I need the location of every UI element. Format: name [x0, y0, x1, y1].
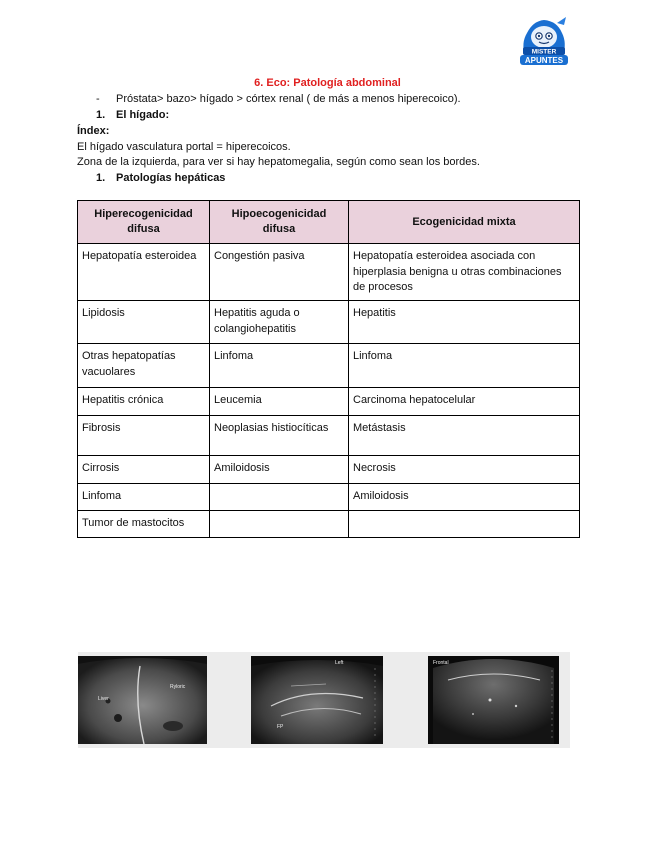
- table-cell: Cirrosis: [78, 456, 210, 484]
- table-cell: Amiloidosis: [210, 456, 349, 484]
- table-cell: Hepatitis crónica: [78, 388, 210, 416]
- header-ecogenicidad-mixta: Ecogenicidad mixta: [349, 201, 580, 244]
- index-label: Índex:: [77, 125, 110, 137]
- table-cell: Carcinoma hepatocelular: [349, 388, 580, 416]
- ultrasound-image-3: [428, 656, 559, 744]
- table-cell: Leucemia: [210, 388, 349, 416]
- table-cell: Neoplasias histiocíticas: [210, 416, 349, 456]
- table-header-row: [78, 201, 580, 244]
- img3-label-frontal: Frontal: [433, 660, 449, 666]
- table-cell: [349, 511, 580, 538]
- table-cell: Tumor de mastocitos: [78, 511, 210, 538]
- table-cell: Linfoma: [349, 344, 580, 388]
- table-cell: Hepatopatía esteroidea: [78, 244, 210, 301]
- ultrasound-image-1: [78, 656, 207, 744]
- table-cell: [210, 511, 349, 538]
- table-cell: Amiloidosis: [349, 484, 580, 511]
- table-cell: Hepatitis aguda o colangiohepatitis: [210, 301, 349, 344]
- heading-number-2: 1.: [96, 172, 106, 184]
- table-row: [78, 484, 580, 511]
- line-vasculatura: El hígado vasculatura portal = hiperecoicos.: [77, 141, 291, 153]
- table-cell: Hepatopatía esteroidea asociada con hiperplasia benigna u otras combinaciones de procesos: [349, 244, 580, 301]
- heading-patologias: Patologías hepáticas: [116, 172, 226, 184]
- img1-label-liver: Liver: [98, 696, 109, 702]
- img2-label-left: Left: [335, 660, 344, 666]
- table-row: [78, 416, 580, 456]
- table-cell: Otras hepatopatías vacuolares: [78, 344, 210, 388]
- table-cell: Congestión pasiva: [210, 244, 349, 301]
- table-row: [78, 301, 580, 344]
- logo-text-bottom: APUNTES: [524, 56, 564, 65]
- pathology-table: [77, 200, 580, 538]
- ultrasound-image-2: [251, 656, 383, 744]
- header-hiperecogenicidad: Hiperecogenicidad difusa: [78, 201, 210, 244]
- document-title: 6. Eco: Patología abdominal: [254, 77, 401, 89]
- bullet-ecogenicity-order: Próstata> bazo> hígado > córtex renal ( de más a menos hiperecoico).: [116, 93, 461, 105]
- ultrasound-image-strip: [78, 652, 570, 748]
- table-row: [78, 388, 580, 416]
- logo-text-top: MISTER: [531, 48, 557, 56]
- heading-number-1: 1.: [96, 109, 106, 121]
- table-cell: Lipidosis: [78, 301, 210, 344]
- table-cell: Metástasis: [349, 416, 580, 456]
- mister-apuntes-logo: [517, 15, 571, 67]
- bullet-dash: -: [96, 93, 100, 105]
- table-cell: Fibrosis: [78, 416, 210, 456]
- table-row: [78, 344, 580, 388]
- table-row: [78, 511, 580, 538]
- img1-label-ryloric: Ryloric: [170, 684, 186, 690]
- heading-el-higado: El hígado:: [116, 109, 170, 121]
- img2-label-fp: FP: [277, 724, 284, 730]
- line-zona: Zona de la izquierda, para ver si hay hepatomegalia, según como sean los bordes.: [77, 156, 480, 168]
- table-cell: [210, 484, 349, 511]
- header-hipoecogenicidad: Hipoecogenicidad difusa: [210, 201, 349, 244]
- table-cell: Hepatitis: [349, 301, 580, 344]
- table-cell: Linfoma: [210, 344, 349, 388]
- table-cell: Necrosis: [349, 456, 580, 484]
- table-row: [78, 456, 580, 484]
- table-cell: Linfoma: [78, 484, 210, 511]
- table-row: [78, 244, 580, 301]
